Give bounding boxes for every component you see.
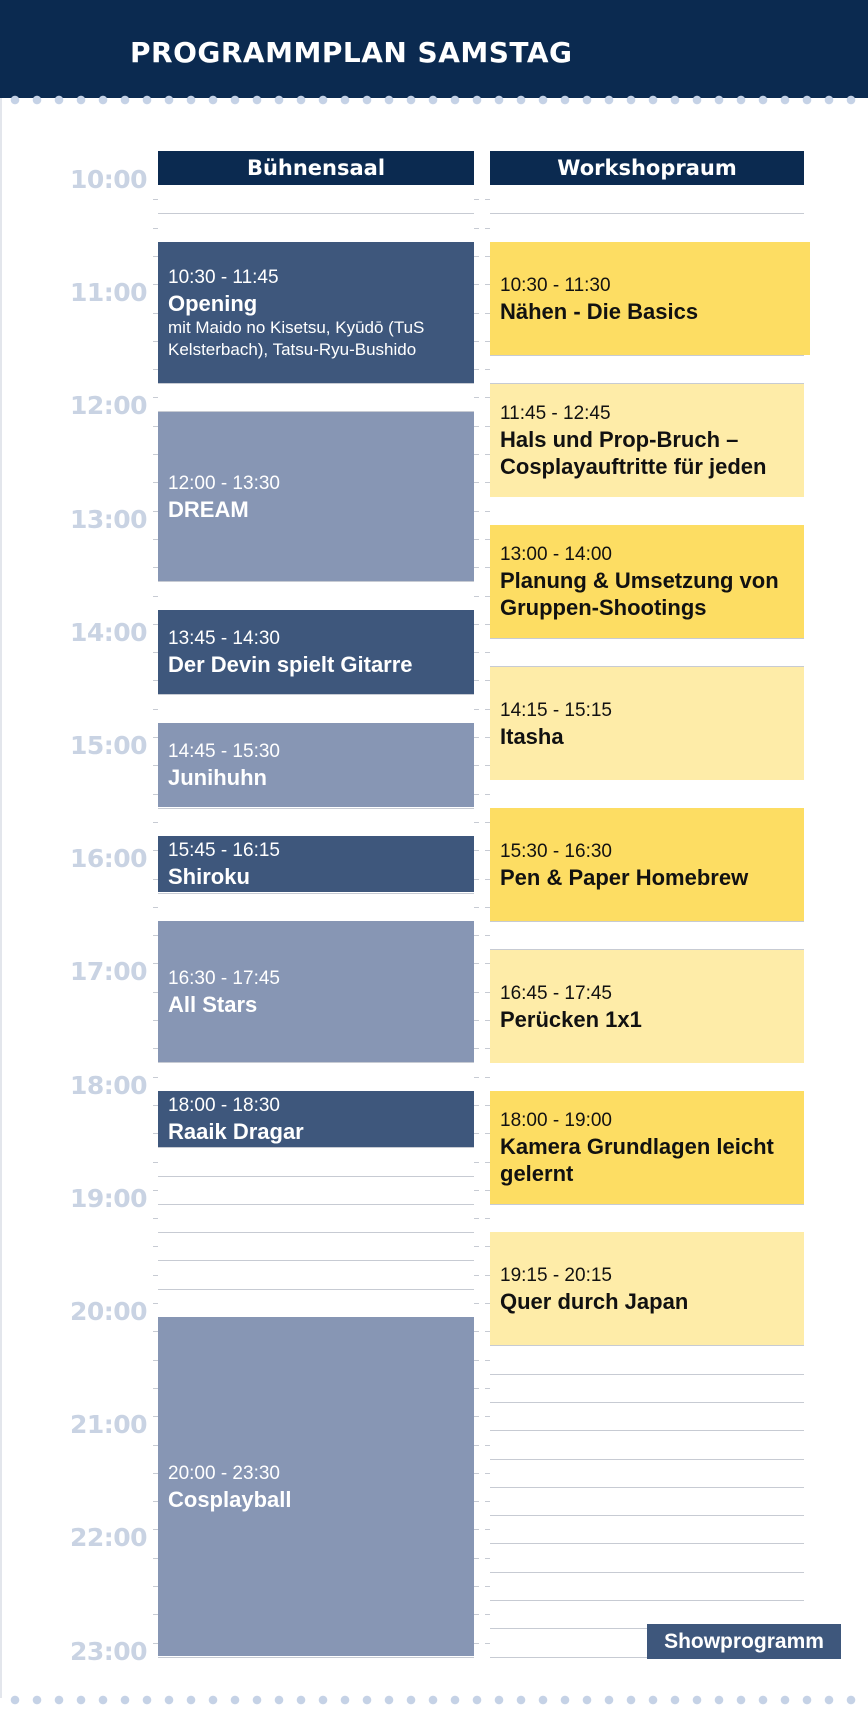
grid-tick [153, 1303, 158, 1304]
grid-tick [153, 1190, 158, 1191]
grid-tick [485, 1501, 490, 1502]
grid-tick [474, 341, 479, 342]
grid-tick [474, 1218, 479, 1219]
grid-line [158, 1176, 474, 1177]
grid-tick [474, 228, 479, 229]
left-border [0, 98, 2, 1698]
event-hals-prop-bruch[interactable] [490, 384, 804, 497]
event-name: Kamera Grundlagen leicht gelernt [500, 1134, 774, 1186]
grid-line [490, 1204, 804, 1205]
grid-tick [153, 907, 158, 908]
grid-line [158, 383, 474, 384]
grid-tick [485, 199, 490, 200]
grid-tick [474, 1643, 479, 1644]
column-header-buehnensaal: Bühnensaal [158, 151, 474, 185]
grid-line [490, 1345, 804, 1346]
grid-tick [485, 935, 490, 936]
grid-tick [485, 369, 490, 370]
grid-tick [474, 1614, 479, 1615]
event-name: Planung & Umsetzung von Gruppen-Shootings [500, 568, 779, 620]
event-time: 11:45 - 12:45 [500, 403, 611, 424]
grid-tick [153, 822, 158, 823]
event-time: 16:30 - 17:45 [168, 967, 280, 989]
grid-tick [474, 511, 479, 512]
grid-tick [485, 1360, 490, 1361]
grid-tick [474, 313, 479, 314]
time-label: 21:00 [70, 1410, 148, 1440]
event-cosplayball[interactable] [158, 1317, 474, 1656]
column-header-workshopraum: Workshopraum [490, 151, 804, 185]
event-name: Der Devin spielt Gitarre [168, 652, 413, 677]
event-gruppen-shootings[interactable] [490, 525, 804, 638]
grid-line [158, 893, 474, 894]
time-label: 15:00 [70, 731, 148, 760]
time-label: 11:00 [70, 278, 148, 308]
time-label: 13:00 [70, 504, 148, 534]
event-name: Hals und Prop-Bruch – Cosplayauftritte für jeden [500, 427, 767, 479]
grid-tick [474, 1558, 479, 1559]
grid-tick [153, 228, 158, 229]
event-time: 18:00 - 19:00 [500, 1110, 612, 1131]
grid-tick [474, 1020, 479, 1021]
time-label: 18:00 [70, 1070, 148, 1100]
event-time: 15:30 - 16:30 [500, 840, 612, 862]
grid-tick [474, 1501, 479, 1502]
grid-tick [485, 794, 490, 795]
time-label: 22:00 [70, 1523, 148, 1553]
grid-tick [474, 794, 479, 795]
grid-tick [485, 1643, 490, 1644]
event-name: Raaik Dragar [168, 1119, 304, 1144]
grid-tick [474, 1077, 479, 1078]
event-name: All Stars [168, 991, 258, 1017]
grid-tick [474, 624, 479, 625]
grid-tick [474, 426, 479, 427]
grid-line [158, 1062, 474, 1063]
time-label: 17:00 [70, 957, 148, 987]
grid-tick [485, 652, 490, 653]
grid-tick [474, 1331, 479, 1332]
event-time: 18:00 - 18:30 [168, 1095, 280, 1116]
grid-tick [153, 1275, 158, 1276]
grid-tick [474, 1133, 479, 1134]
grid-tick [485, 511, 490, 512]
grid-tick [485, 1586, 490, 1587]
grid-tick [474, 850, 479, 851]
grid-tick [485, 1077, 490, 1078]
grid-tick [474, 397, 479, 398]
event-name: Itasha [500, 723, 564, 749]
grid-tick [474, 1048, 479, 1049]
grid-tick [474, 256, 479, 257]
grid-tick [485, 1473, 490, 1474]
grid-line [490, 1402, 804, 1403]
grid-tick [474, 284, 479, 285]
time-label: 20:00 [70, 1297, 148, 1326]
grid-tick [474, 1275, 479, 1276]
grid-tick [474, 1529, 479, 1530]
event-naehen-basics[interactable] [490, 242, 810, 355]
grid-tick [474, 1416, 479, 1417]
event-opening[interactable] [158, 242, 474, 383]
event-time: 15:45 - 16:15 [168, 840, 280, 861]
grid-tick [474, 1586, 479, 1587]
grid-tick [485, 1614, 490, 1615]
event-name: Pen & Paper Homebrew [500, 864, 749, 890]
event-name: Perücken 1x1 [500, 1006, 642, 1032]
event-dream[interactable] [158, 412, 474, 581]
event-name: Nähen - Die Basics [500, 298, 699, 324]
page-title: PROGRAMMPLAN SAMSTAG [130, 36, 573, 69]
event-time: 20:00 - 23:30 [168, 1462, 280, 1484]
grid-line [158, 1232, 474, 1233]
grid-tick [153, 1246, 158, 1247]
grid-line [490, 213, 804, 214]
event-time: 16:45 - 17:45 [500, 982, 612, 1004]
time-label: 16:00 [70, 844, 148, 874]
grid-line [490, 1543, 804, 1544]
grid-tick [474, 737, 479, 738]
grid-tick [485, 1218, 490, 1219]
grid-line [158, 694, 474, 695]
grid-line [158, 1147, 474, 1148]
grid-tick [153, 1218, 158, 1219]
time-label: 23:00 [70, 1636, 148, 1666]
event-kamera-grundlagen[interactable] [490, 1091, 804, 1204]
dotted-divider-top [0, 95, 868, 105]
event-quer-durch-japan[interactable] [490, 1232, 804, 1345]
grid-tick [485, 1529, 490, 1530]
event-raaik-dragar[interactable] [158, 1091, 474, 1147]
event-der-devin[interactable] [158, 610, 474, 694]
grid-tick [474, 963, 479, 964]
event-peruecken[interactable] [490, 950, 804, 1063]
grid-tick [474, 1360, 479, 1361]
grid-tick [474, 1303, 479, 1304]
event-time: 14:15 - 15:15 [500, 699, 612, 721]
grid-tick [474, 907, 479, 908]
grid-tick [474, 1190, 479, 1191]
grid-line [490, 1572, 804, 1573]
event-name: DREAM [168, 496, 249, 522]
grid-tick [474, 1445, 479, 1446]
event-name: Shiroku [168, 864, 250, 889]
grid-tick [474, 1105, 479, 1106]
event-name: Quer durch Japan [500, 1288, 689, 1314]
grid-line [158, 581, 474, 582]
time-label: 19:00 [70, 1183, 148, 1213]
grid-tick [485, 1445, 490, 1446]
grid-tick [485, 1416, 490, 1417]
grid-line [490, 1430, 804, 1431]
grid-line [490, 1487, 804, 1488]
grid-tick [474, 1388, 479, 1389]
grid-tick [485, 1558, 490, 1559]
legend-showprogramm: Showprogramm [647, 1624, 841, 1659]
grid-tick [153, 596, 158, 597]
grid-line [158, 1289, 474, 1290]
grid-tick [485, 228, 490, 229]
grid-line [158, 213, 474, 214]
event-time: 10:30 - 11:30 [500, 274, 611, 296]
event-name: Opening [168, 290, 258, 316]
event-name: Junihuhn [168, 765, 267, 790]
event-shiroku[interactable] [158, 836, 474, 892]
event-itasha[interactable] [490, 667, 804, 780]
time-label: 12:00 [70, 391, 148, 421]
grid-tick [474, 680, 479, 681]
grid-tick [485, 1388, 490, 1389]
event-time: 19:15 - 20:15 [500, 1264, 612, 1286]
time-label: 10:00 [70, 165, 148, 194]
grid-line [158, 808, 474, 809]
grid-tick [474, 1162, 479, 1163]
grid-tick [474, 199, 479, 200]
event-all-stars[interactable] [158, 921, 474, 1062]
grid-tick [474, 652, 479, 653]
grid-tick [474, 765, 479, 766]
time-label: 14:00 [70, 617, 148, 647]
grid-tick [474, 1246, 479, 1247]
grid-line [490, 1515, 804, 1516]
event-time: 10:30 - 11:45 [168, 266, 279, 288]
grid-line [490, 638, 804, 639]
grid-tick [474, 596, 479, 597]
event-junihuhn[interactable] [158, 723, 474, 807]
grid-tick [474, 879, 479, 880]
event-time: 13:45 - 14:30 [168, 628, 280, 649]
grid-tick [474, 822, 479, 823]
grid-tick [474, 935, 479, 936]
event-name: Cosplayball [168, 1486, 292, 1512]
event-pen-paper[interactable] [490, 808, 804, 921]
event-time: 12:00 - 13:30 [168, 472, 280, 494]
dotted-divider-bottom [0, 1695, 868, 1705]
grid-tick [153, 1162, 158, 1163]
grid-tick [153, 709, 158, 710]
event-time: 13:00 - 14:00 [500, 544, 612, 565]
grid-tick [474, 709, 479, 710]
page-header [0, 0, 868, 98]
grid-tick [153, 1077, 158, 1078]
event-subtitle: mit Maido no Kisetsu, Kyūdō (TuS Kelsterbach), Tatsu-Ryu-Bushido [168, 317, 425, 359]
grid-line [158, 1204, 474, 1205]
grid-line [158, 1657, 474, 1658]
grid-line [490, 1459, 804, 1460]
grid-tick [474, 369, 479, 370]
grid-tick [474, 1473, 479, 1474]
grid-line [490, 355, 804, 356]
grid-tick [474, 992, 479, 993]
event-time: 14:45 - 15:30 [168, 741, 280, 762]
grid-tick [474, 482, 479, 483]
grid-tick [474, 539, 479, 540]
grid-tick [474, 454, 479, 455]
grid-tick [474, 567, 479, 568]
grid-line [490, 1600, 804, 1601]
grid-line [490, 1374, 804, 1375]
grid-line [158, 1260, 474, 1261]
grid-tick [153, 199, 158, 200]
grid-tick [153, 397, 158, 398]
grid-line [490, 921, 804, 922]
